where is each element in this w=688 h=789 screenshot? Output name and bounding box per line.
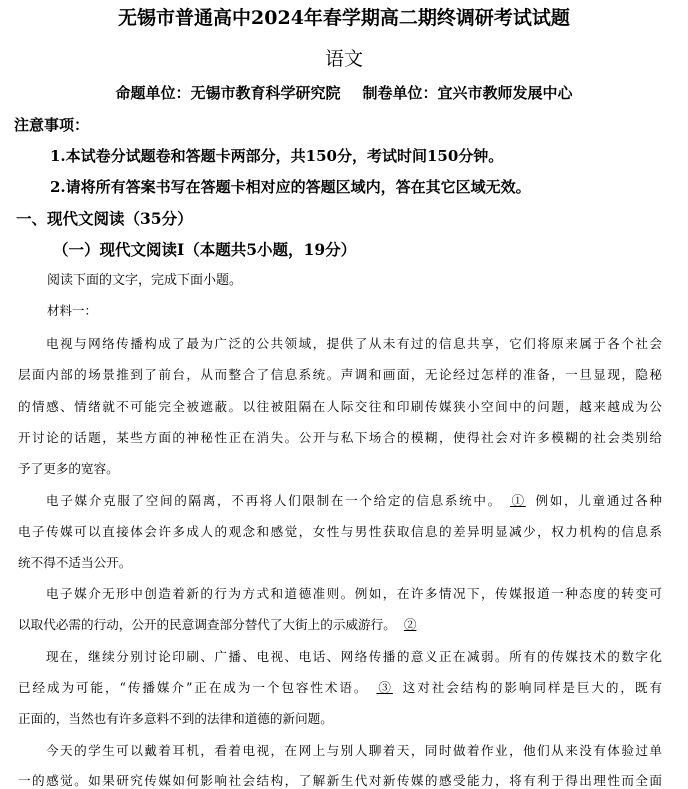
blank-marker-3: ③ [376, 680, 393, 695]
passage-line: 现在，继续分别讨论印刷、广播、电视、电话、网络传播的意义正在减弱。所有的传媒技术的数字化 [46, 649, 662, 664]
passage-line: 电子媒介无形中创造着新的行为方式和道德准则。例如，在许多情况下，传媒报道一种态度的转变可 [46, 586, 662, 601]
setter-name: 无锡市教育科学研究院 [190, 84, 341, 102]
exam-units [0, 82, 688, 103]
notice-item-1: 1.本试卷分试题卷和答题卡两部分，共150分，考试时间150分钟。 [50, 147, 504, 165]
exam-title: 无锡市普通高中2024年春学期高二期终调研考试试题 [118, 7, 570, 29]
blank-marker-2: ② [403, 617, 417, 632]
maker-label: 制卷单位： [362, 84, 438, 102]
passage-text: 例如，儿童通过各种 [533, 493, 662, 508]
passage-line: 开讨论的话题，某些方面的神秘性正在消失。公开与私下场合的模糊，使得社会对许多模糊的社会类别给 [18, 430, 662, 445]
subsection-title: （一）现代文阅读Ⅰ（本题共5小题，19分） [53, 240, 357, 259]
passage-line: 予了更多的宽容。 [18, 461, 119, 476]
notice-heading: 注意事项： [14, 116, 90, 134]
passage-line: 一的感觉。如果研究传媒如何影响社会结构，了解新生代对新传媒的感受能力，将有利于得出理性而全面 [18, 773, 662, 788]
passage-text: 以取代必需的行动，公开的民意调查部分替代了大街上的示威游行。 [18, 617, 396, 632]
passage-text: 电子媒介克服了空间的隔离，不再将人们限制在一个给定的信息系统中。 [46, 493, 502, 508]
material-label: 材料一： [47, 303, 98, 318]
passage-text: 这对社会结构的影响同样是巨大的，既有 [400, 680, 662, 695]
passage-line: 电子传媒可以直接体会许多成人的观念和感觉，女性与男性获取信息的差异明显减少，权力机构的信息系 [18, 524, 662, 539]
reading-instruction: 阅读下面的文字，完成下面小题。 [47, 273, 243, 288]
subject-title: 语文 [324, 48, 363, 70]
passage-line: 层面内部的场景推到了前台，从而整合了信息系统。声调和画面，无论经过怎样的准备，一旦显现，隐秘 [18, 367, 662, 382]
notice-item-2: 2.请将所有答案书写在答题卡相对应的答题区域内，答在其它区域无效。 [50, 178, 531, 196]
section-title: 一、现代文阅读（35分） [16, 209, 193, 228]
blank-marker-1: ① [509, 493, 526, 508]
passage-line: 的情感、情绪就不可能完全被遮蔽。以往被阻隔在人际交往和印刷传媒狭小空间中的问题，越来越成为公 [18, 399, 662, 414]
passage-text: 已经成为可能，“传播媒介”正在成为一个包容性术语。 [18, 680, 369, 695]
passage-line: 正面的，当然也有许多意料不到的法律和道德的新问题。 [18, 711, 333, 726]
passage-line [46, 490, 662, 509]
setter-label: 命题单位： [115, 84, 191, 102]
passage-line: 今天的学生可以戴着耳机，看着电视，在网上与别人聊着天，同时做着作业，他们从来没有体验过单 [46, 743, 662, 758]
maker-name: 宜兴市教师发展中心 [437, 84, 573, 102]
passage-line: 统不得不适当公开。 [18, 555, 132, 570]
passage-line [18, 677, 662, 696]
passage-line [18, 614, 662, 633]
passage-line: 电视与网络传播构成了最为广泛的公共领域，提供了从未有过的信息共享，它们将原来属于各个社会 [46, 336, 662, 351]
